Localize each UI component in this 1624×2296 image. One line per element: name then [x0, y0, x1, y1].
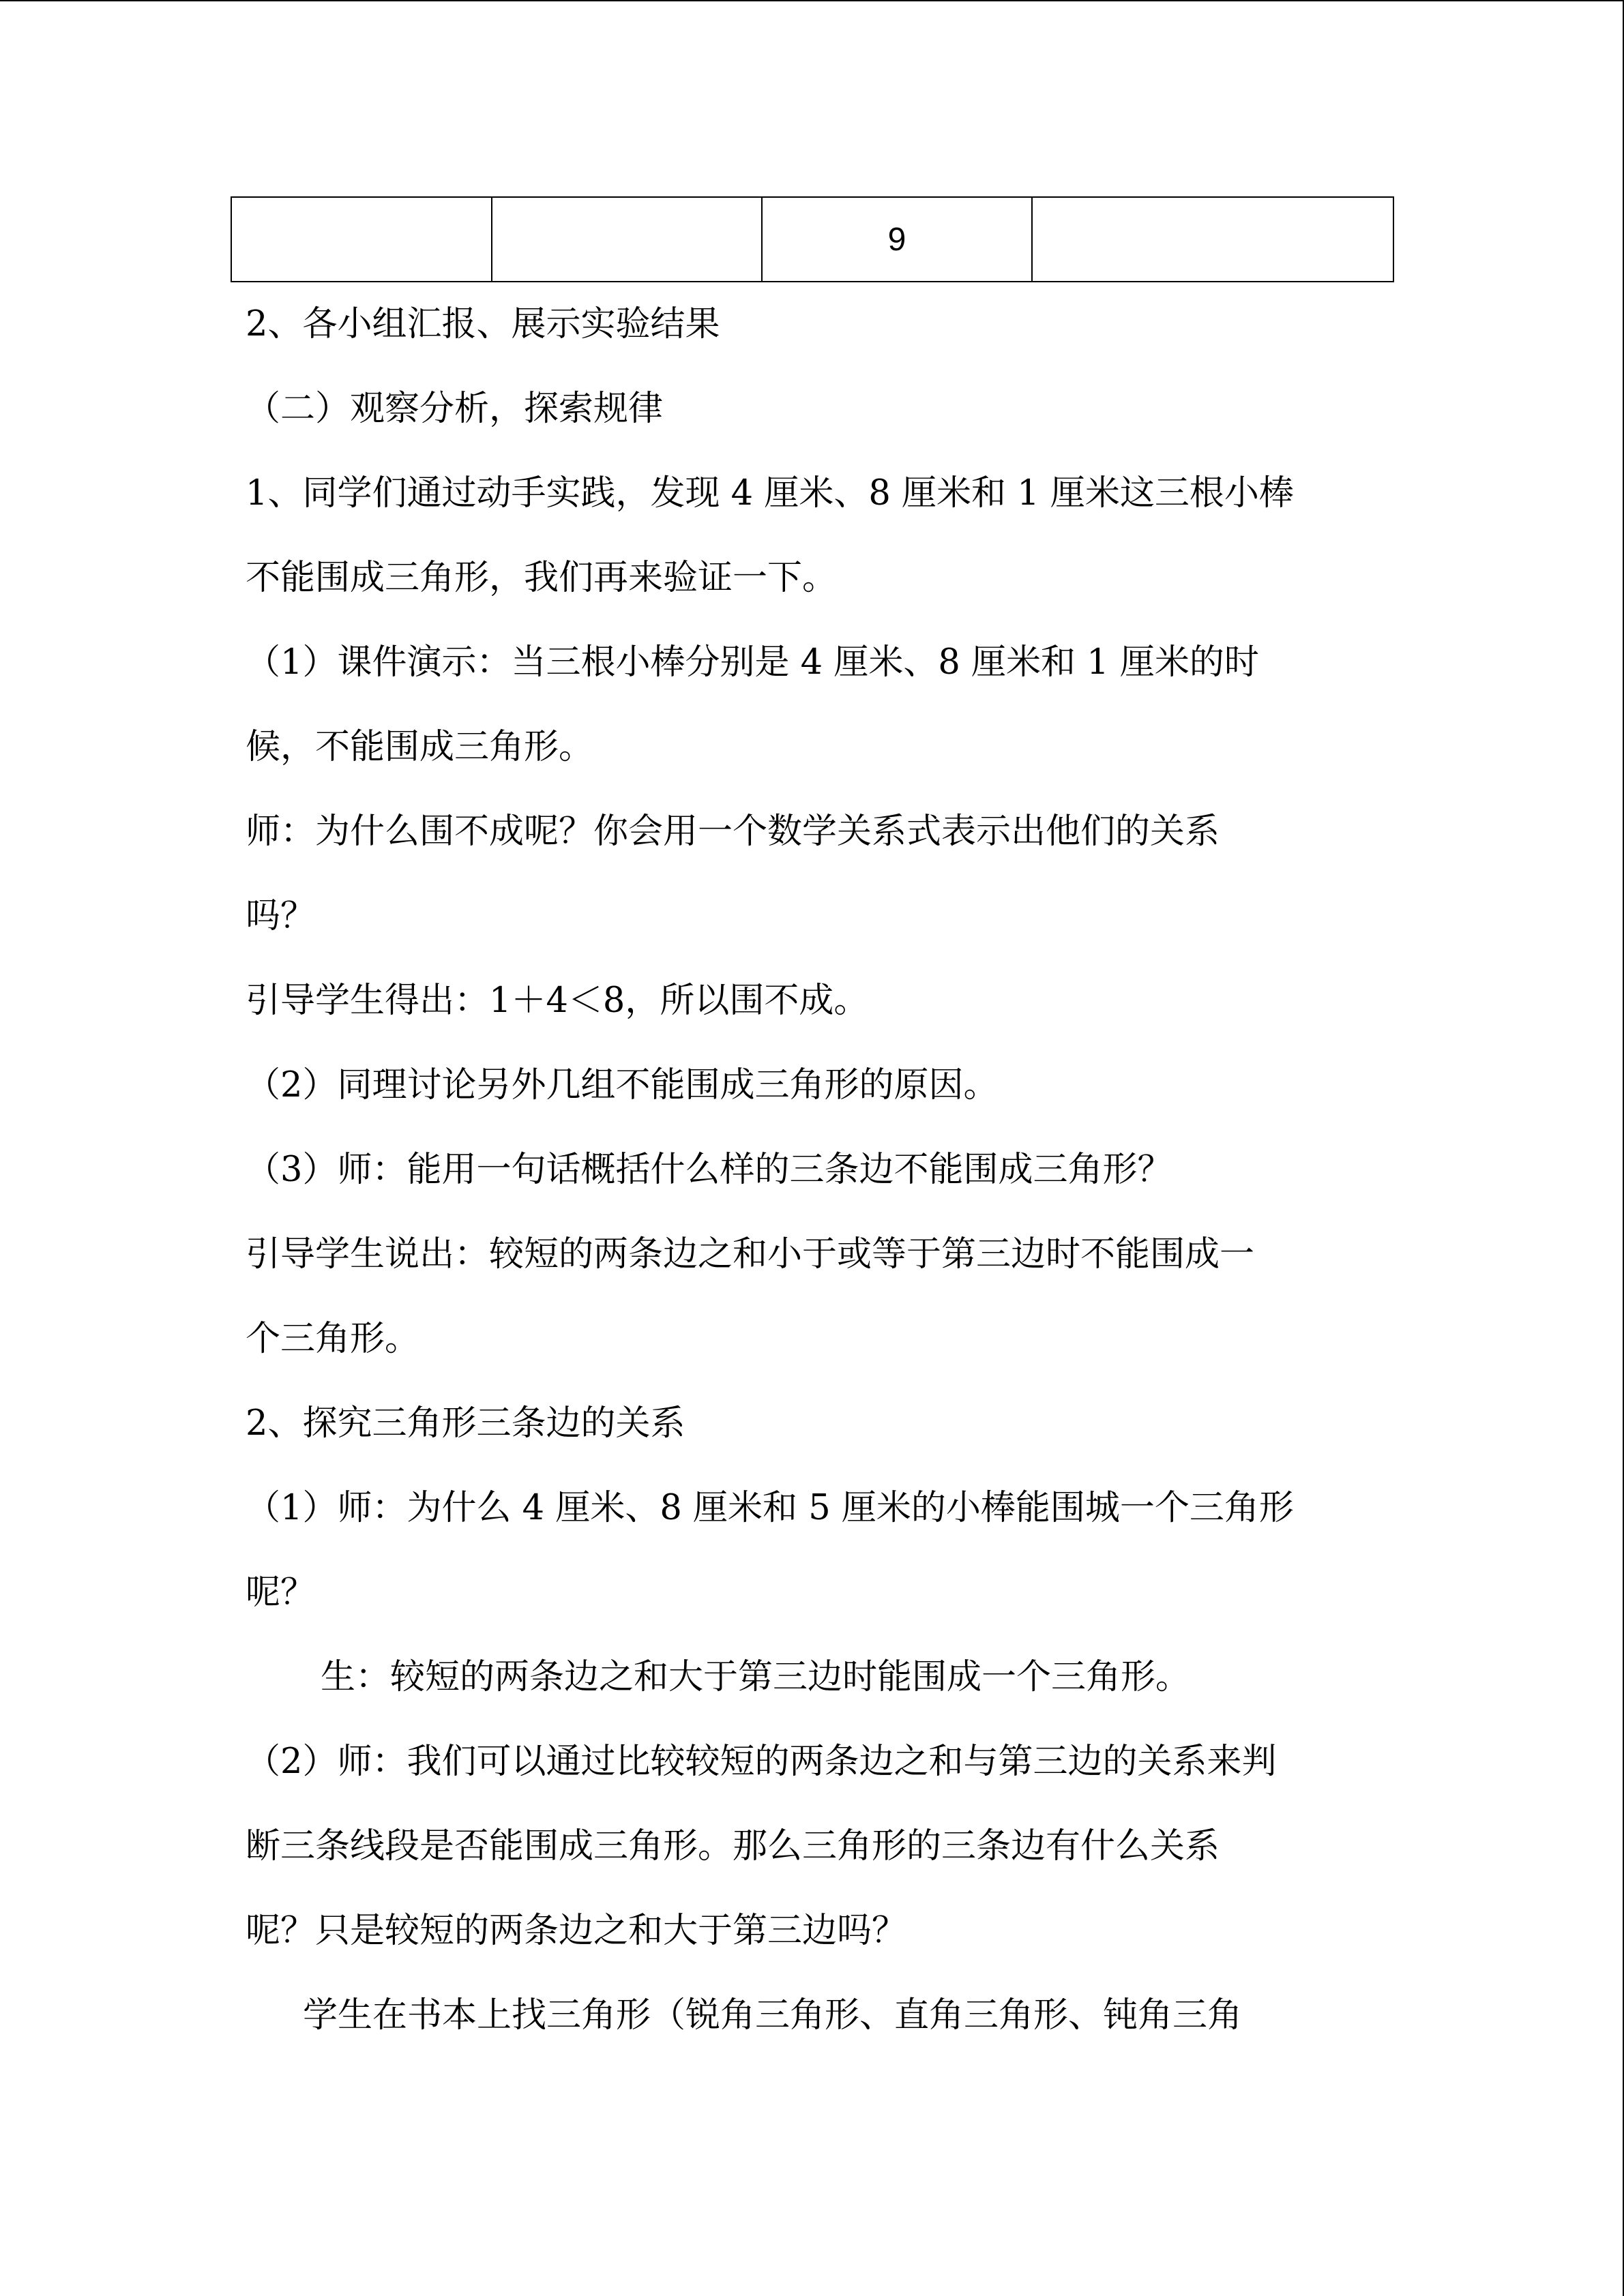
- paragraph-line: 生：较短的两条边之和大于第三边时能围成一个三角形。: [321, 1657, 1191, 1697]
- paragraph-line: 呢？只是较短的两条边之和大于第三边吗？: [246, 1911, 907, 1951]
- table-cell: [492, 197, 762, 282]
- paragraph-line: （2）师：我们可以通过比较较短的两条边之和与第三边的关系来判: [246, 1742, 1277, 1782]
- paragraph-line: （1）课件演示：当三根小棒分别是 4 厘米、8 厘米和 1 厘米的时: [246, 642, 1259, 683]
- paragraph-line: 学生在书本上找三角形（锐角三角形、直角三角形、钝角三角: [303, 1995, 1243, 2036]
- section-heading: （二）观察分析，探索规律: [246, 389, 664, 429]
- paragraph-line: （2）同理讨论另外几组不能围成三角形的原因。: [246, 1065, 999, 1105]
- paragraph-line: 2、各小组汇报、展示实验结果: [246, 304, 720, 344]
- table-cell: [1032, 197, 1393, 282]
- section-heading: 2、探究三角形三条边的关系: [246, 1403, 685, 1444]
- paragraph-line: 断三条线段是否能围成三角形。那么三角形的三条边有什么关系: [246, 1826, 1220, 1866]
- table-cell: [231, 197, 492, 282]
- paragraph-line: 呢？: [246, 1572, 316, 1613]
- paragraph-line: 候，不能围成三角形。: [246, 727, 594, 767]
- paragraph-line: 吗？: [246, 896, 316, 936]
- paragraph-line: 引导学生说出：较短的两条边之和小于或等于第三边时不能围成一: [246, 1234, 1255, 1274]
- paragraph-line: 1、同学们通过动手实践，发现 4 厘米、8 厘米和 1 厘米这三根小棒: [246, 473, 1294, 513]
- document-body: [246, 282, 1391, 2058]
- table-cell: 9: [762, 197, 1032, 282]
- paragraph-line: （1）师：为什么 4 厘米、8 厘米和 5 厘米的小棒能围城一个三角形: [246, 1488, 1294, 1528]
- paragraph-line: 师：为什么围不成呢？你会用一个数学关系式表示出他们的关系: [246, 811, 1220, 852]
- paragraph-line: 个三角形。: [246, 1319, 420, 1359]
- table-row: [231, 197, 1393, 282]
- paragraph-line: 引导学生得出：1＋4＜8，所以围不成。: [246, 981, 869, 1021]
- paragraph-line: （3）师：能用一句话概括什么样的三条边不能围成三角形？: [246, 1150, 1172, 1190]
- data-table: [231, 196, 1394, 282]
- paragraph-line: 不能围成三角形，我们再来验证一下。: [246, 558, 838, 598]
